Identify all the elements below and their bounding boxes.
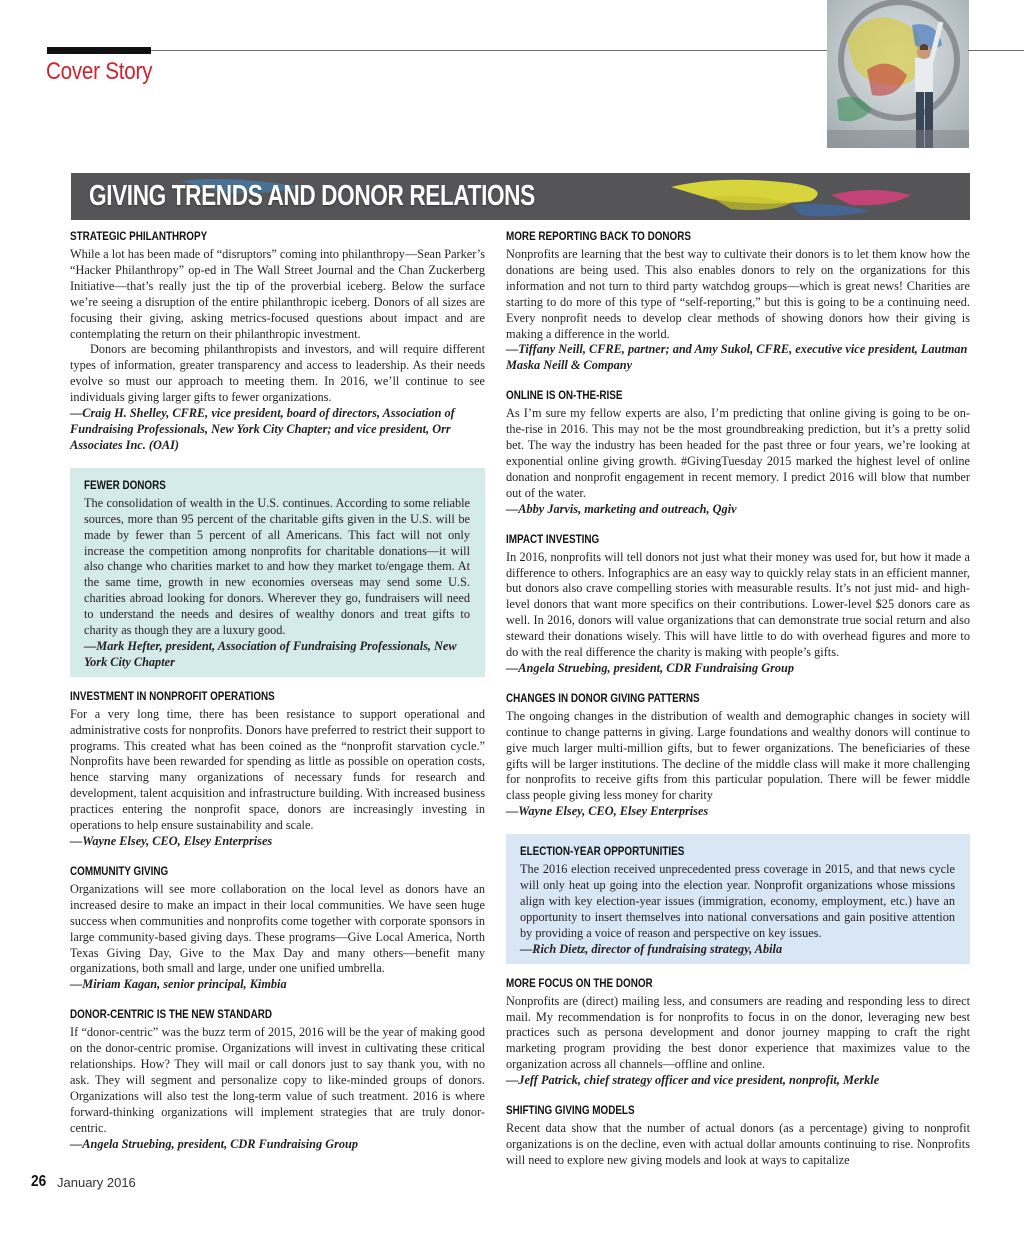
article-investment-operations xyxy=(70,689,485,850)
article-giving-patterns xyxy=(506,691,970,820)
attribution: —Wayne Elsey, CEO, Elsey Enterprises xyxy=(506,804,709,819)
section-label: Cover Story xyxy=(46,58,153,85)
attribution: —Angela Struebing, president, CDR Fundraising Group xyxy=(506,660,795,675)
article-donor-centric xyxy=(70,1007,485,1152)
attribution: —Miriam Kagan, senior principal, Kimbia xyxy=(70,977,287,992)
banner-title: GIVING TRENDS AND DONOR RELATIONS xyxy=(89,180,535,212)
section-heading: COMMUNITY GIVING xyxy=(70,865,169,878)
right-column xyxy=(506,229,970,1183)
section-heading: INVESTMENT IN NONPROFIT OPERATIONS xyxy=(70,690,275,703)
body-paragraph: As I’m sure my fellow experts are also, I’m predicting that online giving is going to be on-the-rise in 2016. This may not be the most groundbreaking prediction, but it’s a pretty solid bet. The way the industry has been headed for the past three or four years, we’re looking at exponential online giving growth. #GivingTuesday 2015 marked the highest level of online donation and nonprofit engagement in recent memory. I predict 2016 will blow that number out of the water. xyxy=(506,406,970,500)
section-heading: CHANGES IN DONOR GIVING PATTERNS xyxy=(506,692,700,705)
attribution: —Craig H. Shelley, CFRE, vice president, board of directors, Association of Fundraising Professionals, New York City Chapter; and vice president, Orr Associates Inc. (OAI) xyxy=(70,406,455,452)
body-paragraph: Nonprofits are (direct) mailing less, and consumers are reading and responding less to direct mail. My recommendation is for nonprofits to focus in on the donor, leveraging new best practices such as persona development and donor journey mapping to craft the right marketing program providing the best donor experience that maximizes value to the organization across all channels—offline and online. xyxy=(506,993,970,1072)
attribution: —Jeff Patrick, chief strategy officer and vice president, nonprofit, Merkle xyxy=(506,1073,880,1088)
body-paragraph: If “donor-centric” was the buzz term of 2015, 2016 will be the year of making good on the donor-centric promise. Organizations will invest in cultivating these critical relationships. How? They will mail or call donors just to say thank you, with no ask. They will segment and personalize copy to like-minded groups of donors. Organizations will also test the long-term value of such treatment. 2016 is where forward-thinking organizations will implement strategies that are truly donor-centric. xyxy=(70,1025,485,1135)
section-heading: MORE REPORTING BACK TO DONORS xyxy=(506,231,691,243)
article-strategic-philanthropy xyxy=(70,229,485,454)
issue-date: January 2016 xyxy=(57,1175,136,1190)
section-heading: SHIFTING GIVING MODELS xyxy=(506,1105,635,1118)
section-heading: MORE FOCUS ON THE DONOR xyxy=(506,977,653,990)
article-community-giving xyxy=(70,864,485,993)
attribution: —Wayne Elsey, CEO, Elsey Enterprises xyxy=(70,834,273,848)
attribution: —Tiffany Neill, CFRE, partner; and Amy Sukol, CFRE, executive vice president, Lautman Maska Neill & Company xyxy=(506,342,968,373)
body-paragraph: Nonprofits are learning that the best way to cultivate their donors is to let them know how the donations are being used. This also enables donors to rely on the organizations for this information and not turn to third party watchdog groups—which is great news! Charities are starting to do more of this type of “self-reporting,” but this is going to be a continuing need. Every nonprofit needs to develop clear methods of showing donors how their giving is making a difference in the world. xyxy=(506,247,970,341)
section-heading: IMPACT INVESTING xyxy=(506,533,600,546)
body-paragraph: Donors are becoming philanthropists and investors, and will require different types of information, greater transparency and access to leadership. As their needs evolve so must our approach to meeting them. In 2016, we’ll continue to see individuals giving larger gifts to fewer organizations. xyxy=(70,342,485,405)
title-banner xyxy=(71,173,970,220)
article-online-giving xyxy=(506,388,970,517)
section-heading: FEWER DONORS xyxy=(84,479,166,492)
section-heading: STRATEGIC PHILANTHROPY xyxy=(70,231,208,243)
section-heading: ONLINE IS ON-THE-RISE xyxy=(506,390,623,403)
body-paragraph: In 2016, nonprofits will tell donors not just what their money was used for, but how it made a difference to others. Infographics are an easy way to quickly relay stats in an efficient manner, but donors also crave compelling stories with measurable results. It’s not just mid- and high-level donors that want more specifics on their contributions. Lower-level $25 donors care as well. In 2016, donors will value organizations that can demonstrate true social return and also steward their donations wisely. This will have little to do with overhead figures and more to do with the real difference the charity is making with people’s gifts. xyxy=(506,549,970,660)
sidebar-election-year xyxy=(506,834,970,963)
article-impact-investing xyxy=(506,532,970,677)
header-black-bar xyxy=(47,47,151,54)
man-painting-illustration xyxy=(827,0,969,148)
body-paragraph: Organizations will see more collaboration on the local level as donors have an increased desire to make an impact in their local communities. We have seen huge success when communities and nonprofits come together with corporate sponsors in large community-based giving days. These programs—Give Local America, North Texas Giving Day, Give to the Max Day and many others—benefit many organizations, both small and large, under one unified umbrella. xyxy=(70,881,485,976)
body-paragraph: The consolidation of wealth in the U.S. continues. According to some reliable sources, more than 95 percent of the charitable gifts given in the U.S. will be made by fewer than 5 percent of all Americans. This fact will not only increase the competition among nonprofits for charitable donations—it will also change who charities market to and how they market to/engage them. At the same time, growth in new economies overseas may send some U.S. charities abroad looking for donors. Wherever they go, fundraisers will need to understand the needs and desires of wealthy donors and treat gifts to charity as though they are a luxury good. xyxy=(84,495,470,638)
article-focus-donor xyxy=(506,976,970,1089)
section-heading: DONOR-CENTRIC IS THE NEW STANDARD xyxy=(70,1009,273,1022)
body-paragraph: The ongoing changes in the distribution of wealth and demographic changes in society will continue to change patterns in giving. Large foundations and wealthy donors will continue to give much larger multi-million gifts, but to fewer organizations. The beneficiaries of these gifts will be larger institutions. The decline of the middle class will make it more challenging for nonprofits to receive gifts from this particular population. There will be fewer middle class people giving less money for charity xyxy=(506,708,970,803)
attribution: —Rich Dietz, director of fundraising strategy, Abila xyxy=(520,941,783,956)
hero-photo xyxy=(827,0,969,148)
page-number: 26 xyxy=(31,1173,47,1190)
section-heading: ELECTION-YEAR OPPORTUNITIES xyxy=(520,846,685,859)
attribution: —Mark Hefter, president, Association of Fundraising Professionals, New York City Chapter xyxy=(84,638,457,669)
body-paragraph: For a very long time, there has been resistance to support operational and administrative costs for nonprofits. Donors have preferred to restrict their support to programs. This created what has been coined as the “nonprofit starvation cycle.” Nonprofits have been rewarded for spending as little as possible on operation costs, hence starving many organizations of necessary funds for research and development, talent acquisition and infrastructure building. With increased business practices entering the nonprofit space, donors are increasingly investing in operations to help ensure sustainability and scale. xyxy=(70,706,485,833)
attribution: —Abby Jarvis, marketing and outreach, Qgiv xyxy=(506,501,737,516)
header-rule-right xyxy=(968,50,1024,51)
article-more-reporting xyxy=(506,229,970,374)
body-paragraph: While a lot has been made of “disruptors” coming into philanthropy—Sean Parker’s “Hacker Philanthropy” op-ed in The Wall Street Journal and the Chan Zuckerberg Initiative—that’s really just the tip of the proverbial iceberg. Below the surface we’re seeing a disruption of the entire philanthropic iceberg. Donors of all sizes are focusing their giving, asking metrics-focused questions about impact and are contemplating the return on their philanthropic investment. xyxy=(70,247,485,341)
sidebar-fewer-donors xyxy=(70,468,485,677)
body-paragraph: The 2016 election received unprecedented press coverage in 2015, and that news cycle will only heat up going into the election year. Nonprofit organizations whose missions align with key election-year issues (immigration, economy, employment, etc.) have an opportunity to insert themselves into national conversations and gain positive attention by providing a voice of reason and perspective on key issues. xyxy=(520,862,955,940)
attribution: —Angela Struebing, president, CDR Fundraising Group xyxy=(70,1136,359,1151)
left-column xyxy=(70,229,485,1167)
article-shifting-models xyxy=(506,1103,970,1169)
body-paragraph: Recent data show that the number of actual donors (as a percentage) giving to nonprofit organizations is on the decline, even with actual dollar amounts continuing to rise. Nonprofits will need to explore new giving models and look at ways to capitalize xyxy=(506,1121,970,1167)
